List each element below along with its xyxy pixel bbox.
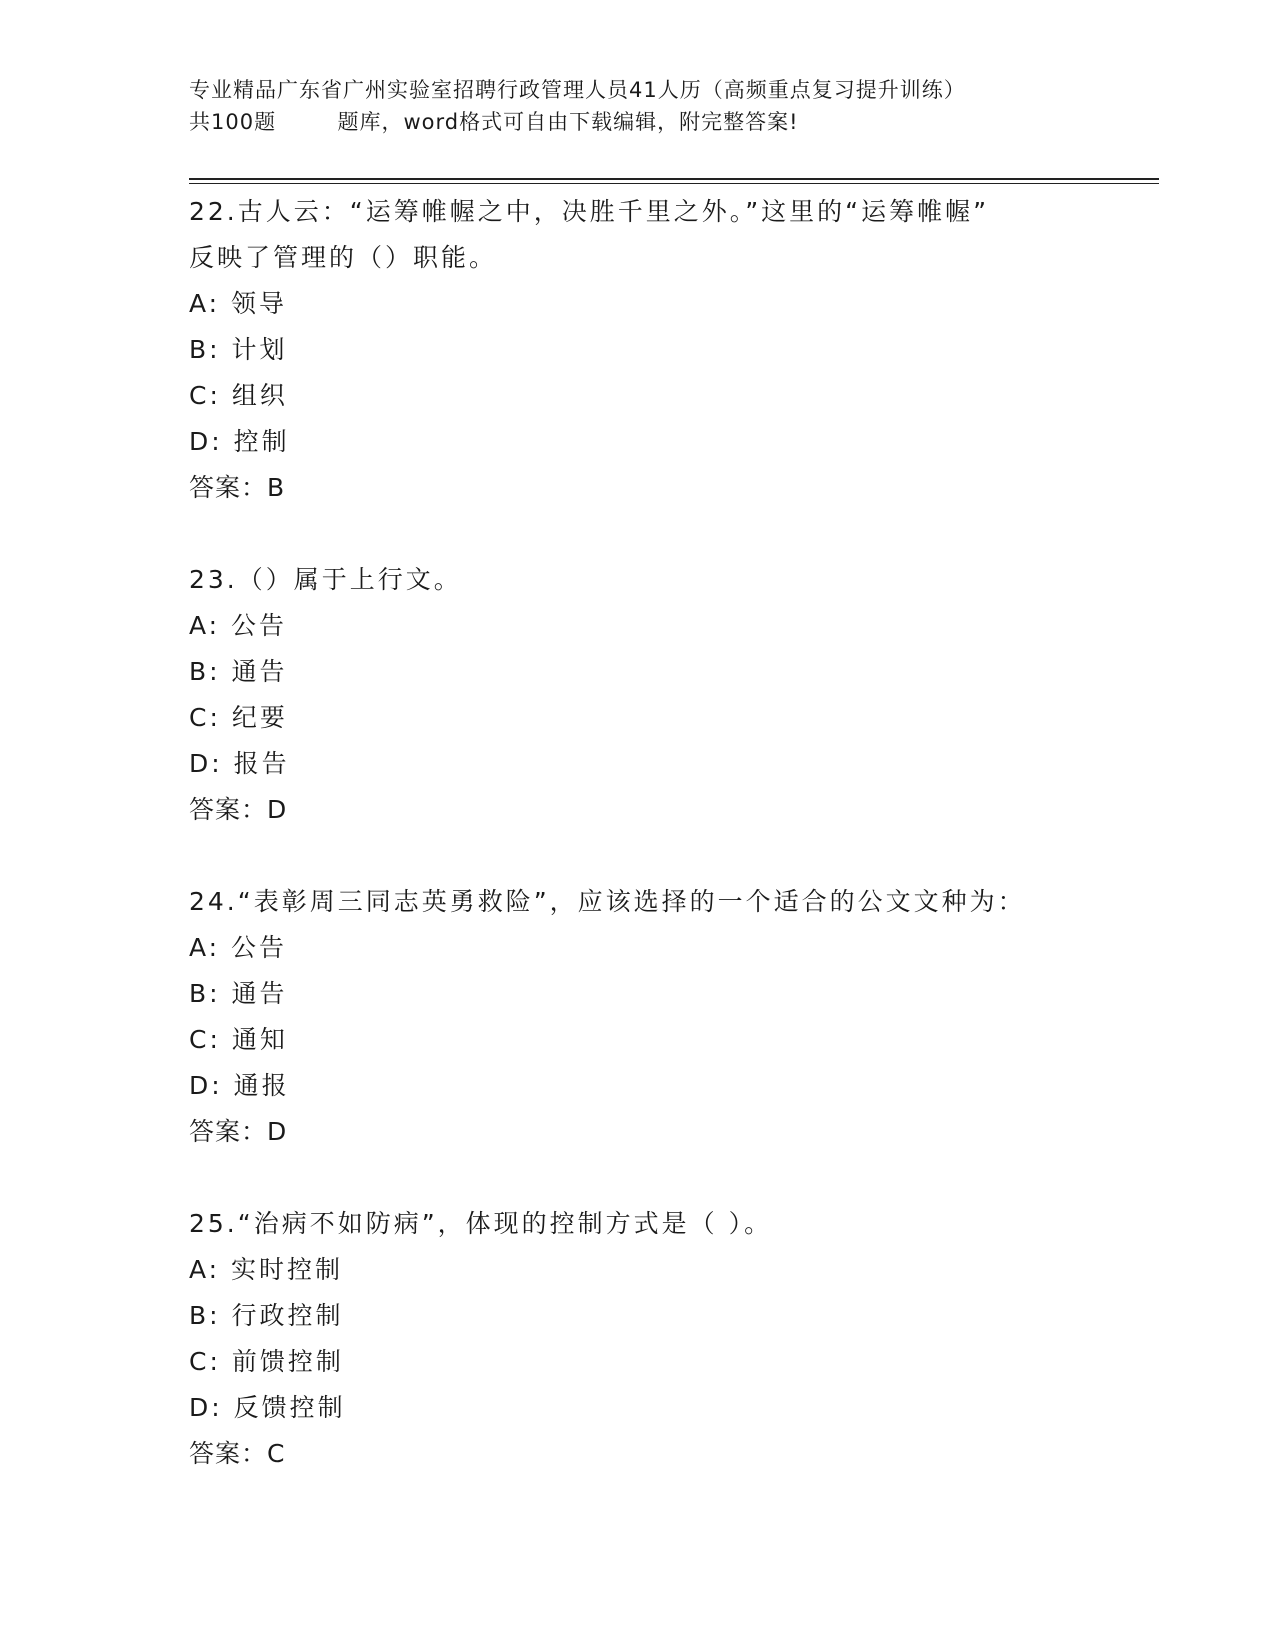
option-b: B: 通告 [189,657,288,686]
header-divider-thick [189,178,1159,180]
question-stem: 24.“表彰周三同志英勇救险”，应该选择的一个适合的公文文种为： [189,887,1026,916]
question-24 [189,879,1089,1155]
answer: 答案：D [189,795,288,824]
option-d: D: 通报 [189,1071,290,1100]
option-c: C: 纪要 [189,703,288,732]
option-b: B: 计划 [189,335,288,364]
option-c: C: 前馈控制 [189,1347,344,1376]
document-header [189,74,1089,138]
header-divider-thin [189,183,1159,184]
option-c: C: 通知 [189,1025,288,1054]
option-c: C: 组织 [189,381,288,410]
option-d: D: 报告 [189,749,290,778]
option-a: A: 公告 [189,611,288,640]
option-a: A: 实时控制 [189,1255,344,1284]
question-stem: 22.古人云：“运筹帷幄之中，决胜千里之外。”这里的“运筹帷幄” [189,197,990,226]
option-a: A: 领导 [189,289,288,318]
question-list [189,189,1089,1523]
answer: 答案：D [189,1117,288,1146]
answer: 答案：B [189,473,286,502]
answer: 答案：C [189,1439,286,1468]
option-b: B: 通告 [189,979,288,1008]
header-subtitle-line: 共100题 题库，word格式可自由下载编辑，附完整答案! [189,110,799,134]
question-stem: 25.“治病不如防病”，体现的控制方式是（ ）。 [189,1209,773,1238]
question-22 [189,189,1089,511]
question-23 [189,557,1089,833]
question-25 [189,1201,1089,1477]
option-a: A: 公告 [189,933,288,962]
option-b: B: 行政控制 [189,1301,344,1330]
question-stem: 23.（）属于上行文。 [189,565,462,594]
question-stem-continued: 反映了管理的（）职能。 [189,243,498,272]
option-d: D: 控制 [189,427,290,456]
option-d: D: 反馈控制 [189,1393,346,1422]
header-title-line: 专业精品广东省广州实验室招聘行政管理人员41人历（高频重点复习提升训练） [189,78,966,102]
